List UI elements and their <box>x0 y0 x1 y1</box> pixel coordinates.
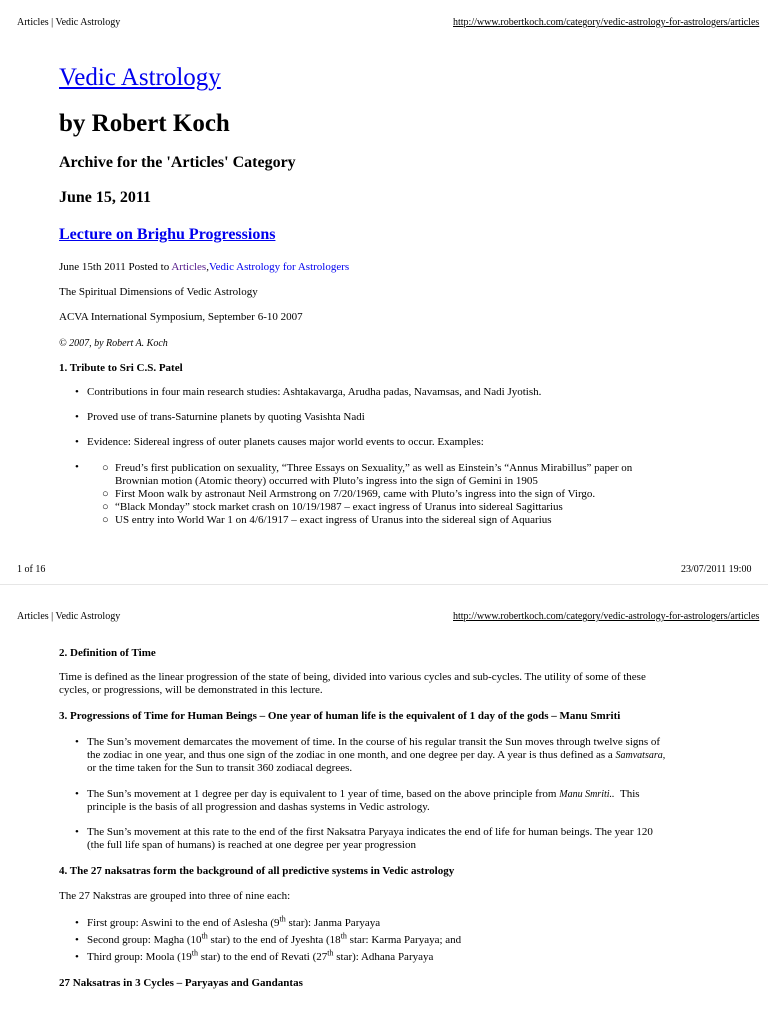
section-progressions: 3. Progressions of Time for Human Beings – One year of human life is the equivalent of 1 day of the gods – Manu Smriti <box>59 710 621 722</box>
page-number: 1 of 16 <box>17 564 46 575</box>
paragraph-line: The 27 Nakstras are grouped into three of nine each: <box>59 890 291 902</box>
post-title-link[interactable]: Lecture on Brighu Progressions <box>59 226 276 243</box>
post-date: June 15, 2011 <box>59 189 152 206</box>
page-divider <box>0 584 768 585</box>
paragraph-line: cycles, or progressions, will be demonstrated in this lecture. <box>59 684 323 696</box>
paragraph-line: Time is defined as the linear progression of the state of being, divided into various cycles and sub-cycles. The utility of some of these <box>59 671 646 683</box>
subtitle-line: The Spiritual Dimensions of Vedic Astrology <box>59 286 258 298</box>
post-title[interactable] <box>59 226 275 244</box>
archive-heading: Archive for the 'Articles' Category <box>59 154 296 171</box>
page-header-url[interactable]: http://www.robertkoch.com/category/vedic-astrology-for-astrologers/articles <box>453 611 760 622</box>
page-header-title: Articles | Vedic Astrology <box>17 17 121 28</box>
symposium-line: ACVA International Symposium, September 6-10 2007 <box>59 311 303 323</box>
section-definition: 2. Definition of Time <box>59 647 156 659</box>
section-naksatras: 4. The 27 naksatras form the background of all predictive systems in Vedic astrology <box>59 865 455 877</box>
print-datetime: 23/07/2011 19:00 <box>681 564 752 575</box>
page-header-title: Articles | Vedic Astrology <box>17 611 121 622</box>
site-title[interactable] <box>59 64 221 92</box>
category-link-articles[interactable]: Articles <box>171 261 207 273</box>
page-header-url[interactable]: http://www.robertkoch.com/category/vedic-astrology-for-astrologers/articles <box>453 17 760 28</box>
section-tribute: 1. Tribute to Sri C.S. Patel <box>59 362 183 374</box>
post-meta: June 15th 2011 Posted to Articles,Vedic Astrology for Astrologers <box>59 261 350 273</box>
category-link-vedic[interactable]: Vedic Astrology for Astrologers <box>208 261 350 273</box>
copyright-line: © 2007, by Robert A. Koch <box>59 338 168 349</box>
section-cycles: 27 Naksatras in 3 Cycles – Paryayas and Gandantas <box>59 977 303 989</box>
byline: by Robert Koch <box>59 110 230 137</box>
site-title-link[interactable]: Vedic Astrology <box>59 64 221 91</box>
